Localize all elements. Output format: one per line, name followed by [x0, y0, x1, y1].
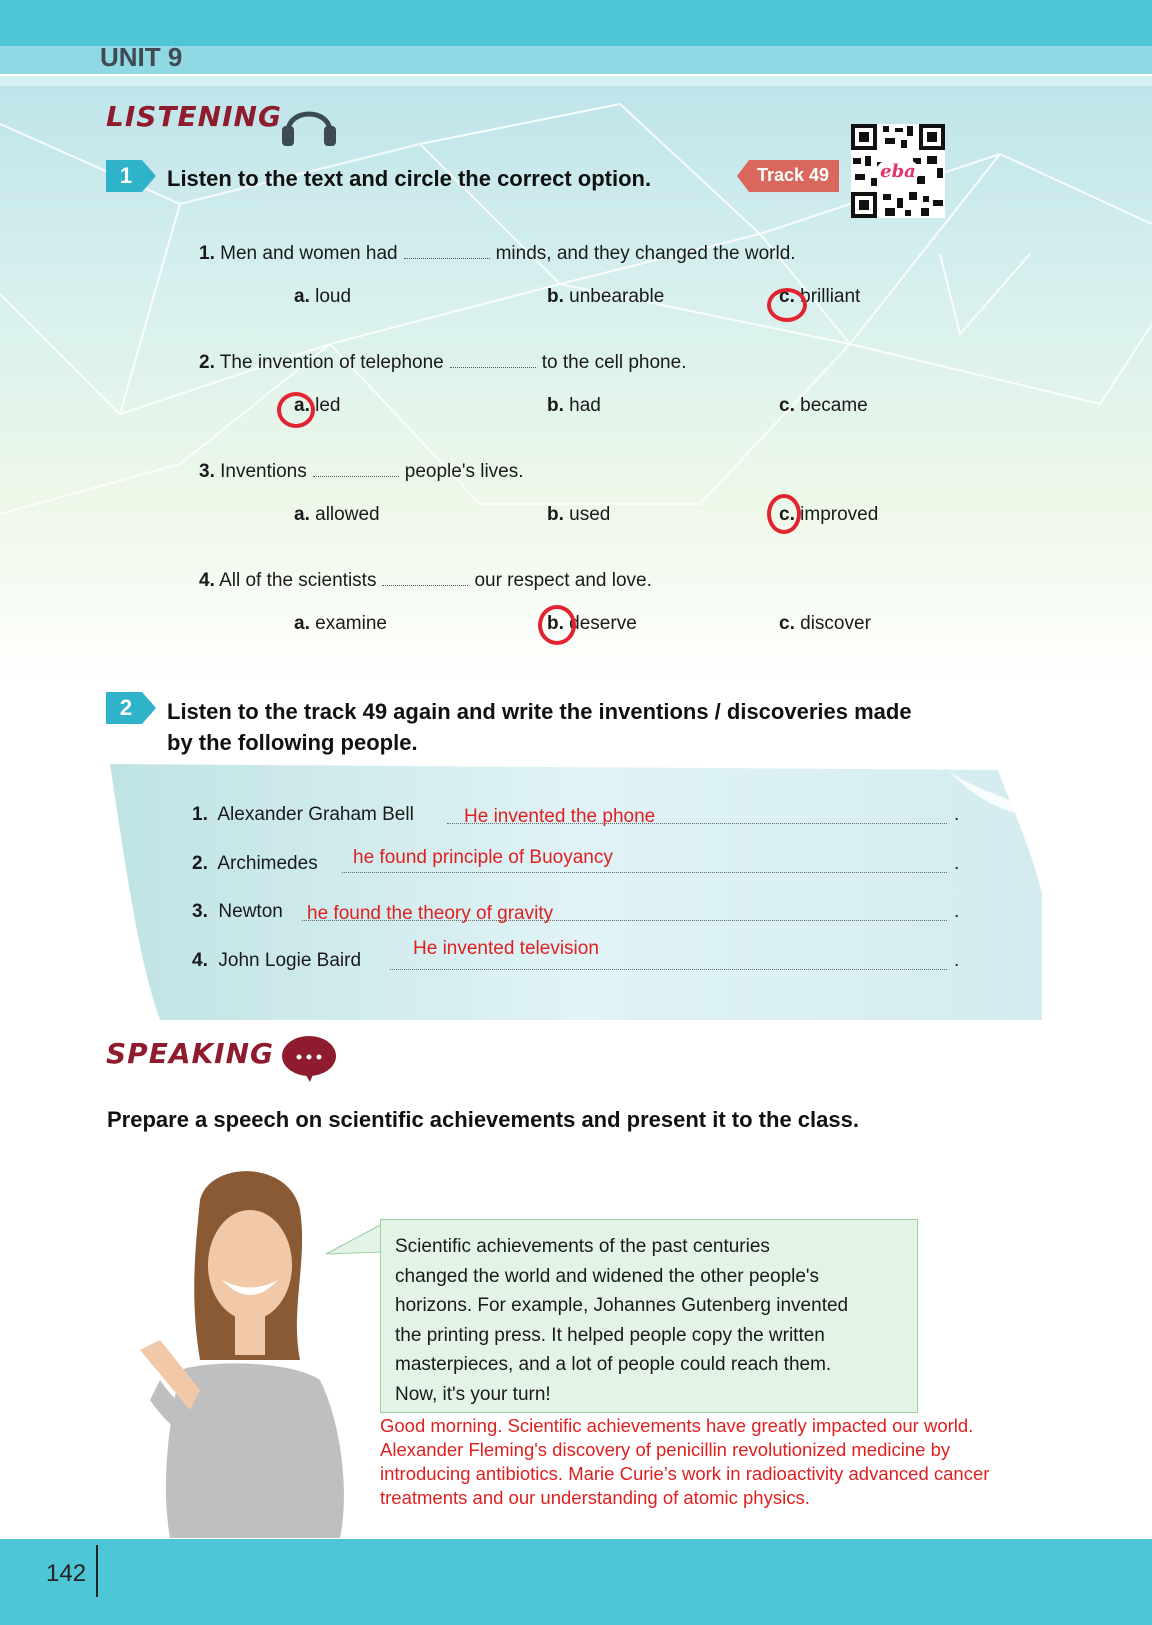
unit-title: UNIT 9 [100, 42, 183, 72]
answers-panel [110, 764, 1050, 1024]
track-label: Track 49 [757, 165, 830, 185]
question-2-option-a[interactable]: a. led [294, 395, 341, 416]
exercise-1-instruction: Listen to the text and circle the correct option. [167, 166, 652, 191]
top-bar [0, 0, 1152, 46]
answer-period: . [954, 950, 960, 971]
speech-bubble-icon [280, 1034, 338, 1084]
answer-period: . [954, 853, 960, 874]
footer-bar [0, 1539, 1152, 1625]
speaking-title: SPEAKING [106, 1037, 275, 1070]
exercise-2-number-tag [106, 692, 152, 724]
question-1-number: 1. [199, 243, 215, 264]
question-3: 3. Inventions people's lives. [199, 461, 524, 482]
question-4-blank [382, 584, 468, 586]
page-number: 142 [46, 1560, 87, 1587]
question-2-option-b[interactable]: b. had [547, 395, 601, 416]
qr-label: eba [880, 161, 916, 182]
question-1-after: minds, and they changed the world. [495, 243, 796, 264]
answer-circle [538, 605, 576, 645]
question-1-option-c[interactable]: c. brilliant [779, 286, 861, 307]
question-3-option-c[interactable]: c. improved [779, 504, 879, 525]
unit-bar-line [0, 74, 1152, 86]
answer-row-4: 4. John Logie Baird [192, 950, 362, 971]
question-2: 2. The invention of telephone to the cell phone. [199, 352, 687, 373]
question-4-option-a[interactable]: a. examine [294, 613, 387, 634]
qr-code[interactable] [851, 124, 945, 218]
answer-circle [767, 288, 807, 322]
woman-pointing-illustration [140, 1160, 380, 1538]
person-name: Archimedes [217, 853, 318, 874]
question-2-blank [450, 366, 536, 368]
question-4: 4. All of the scientists our respect and love. [199, 570, 652, 591]
question-1-option-a[interactable]: a. loud [294, 286, 352, 307]
answer-circle [767, 494, 801, 534]
person-name: Alexander Graham Bell [217, 804, 414, 825]
answer-row-2: 2. Archimedes [192, 853, 318, 874]
person-name: John Logie Baird [218, 950, 362, 971]
answer-row-1: 1. Alexander Graham Bell [192, 804, 414, 825]
question-1-before: Men and women had [220, 243, 398, 264]
answer-text-3: he found the theory of gravity [307, 903, 554, 924]
question-4-option-b[interactable]: b. deserve [547, 613, 637, 634]
handwritten-reply: Good morning. Scientific achievements have greatly impacted our world. Alexander Fleming's discovery of penicillin revolutionized medicine by introducing antibiotics. Marie Curie’s work in radioactivity advanced cancer treatments and our understanding of atomic physics. [380, 1415, 990, 1508]
question-1 [199, 243, 796, 265]
question-1-blank [404, 257, 490, 259]
answer-text-2: he found principle of Buoyancy [353, 847, 613, 868]
answer-row-3: 3. Newton [192, 901, 283, 922]
exercise-2-instruction-line2: by the following people. [167, 730, 418, 755]
bubble-tail [326, 1222, 386, 1262]
question-3-option-b[interactable]: b. used [547, 504, 611, 525]
exercise-1-number: 1 [119, 163, 133, 188]
answer-line-2[interactable] [342, 871, 947, 873]
question-4-option-c[interactable]: c. discover [779, 613, 871, 634]
question-2-option-c[interactable]: c. became [779, 395, 868, 416]
answer-text-1: He invented the phone [464, 806, 656, 827]
answer-circle [277, 392, 315, 428]
answer-period: . [954, 804, 960, 825]
answer-period: . [954, 901, 960, 922]
exercise-2-instruction-line1: Listen to the track 49 again and write the inventions / discoveries made [167, 699, 912, 724]
headphones-icon [280, 98, 338, 148]
page-number-divider [96, 1545, 98, 1597]
exercise-2-number: 2 [119, 695, 133, 720]
answer-text-4: He invented television [413, 938, 599, 959]
answer-line-4[interactable] [390, 968, 947, 970]
question-1-option-b[interactable]: b. unbearable [547, 286, 665, 307]
question-3-option-a[interactable]: a. allowed [294, 504, 380, 525]
exercise-1-number-tag [106, 160, 152, 192]
person-name: Newton [218, 901, 283, 922]
speaking-prompt: Prepare a speech on scientific achievements and present it to the class. [107, 1107, 859, 1132]
track-badge[interactable] [737, 160, 839, 192]
speech-bubble-text: Scientific achievements of the past centuries changed the world and widened the other people's horizons. For example, Johannes Gutenberg invented the printing press. It helped people copy the written masterpieces, and a lot of people could reach them. Now, it's your turn! [395, 1236, 849, 1405]
question-3-blank [313, 475, 399, 477]
listening-title: LISTENING [106, 100, 282, 133]
